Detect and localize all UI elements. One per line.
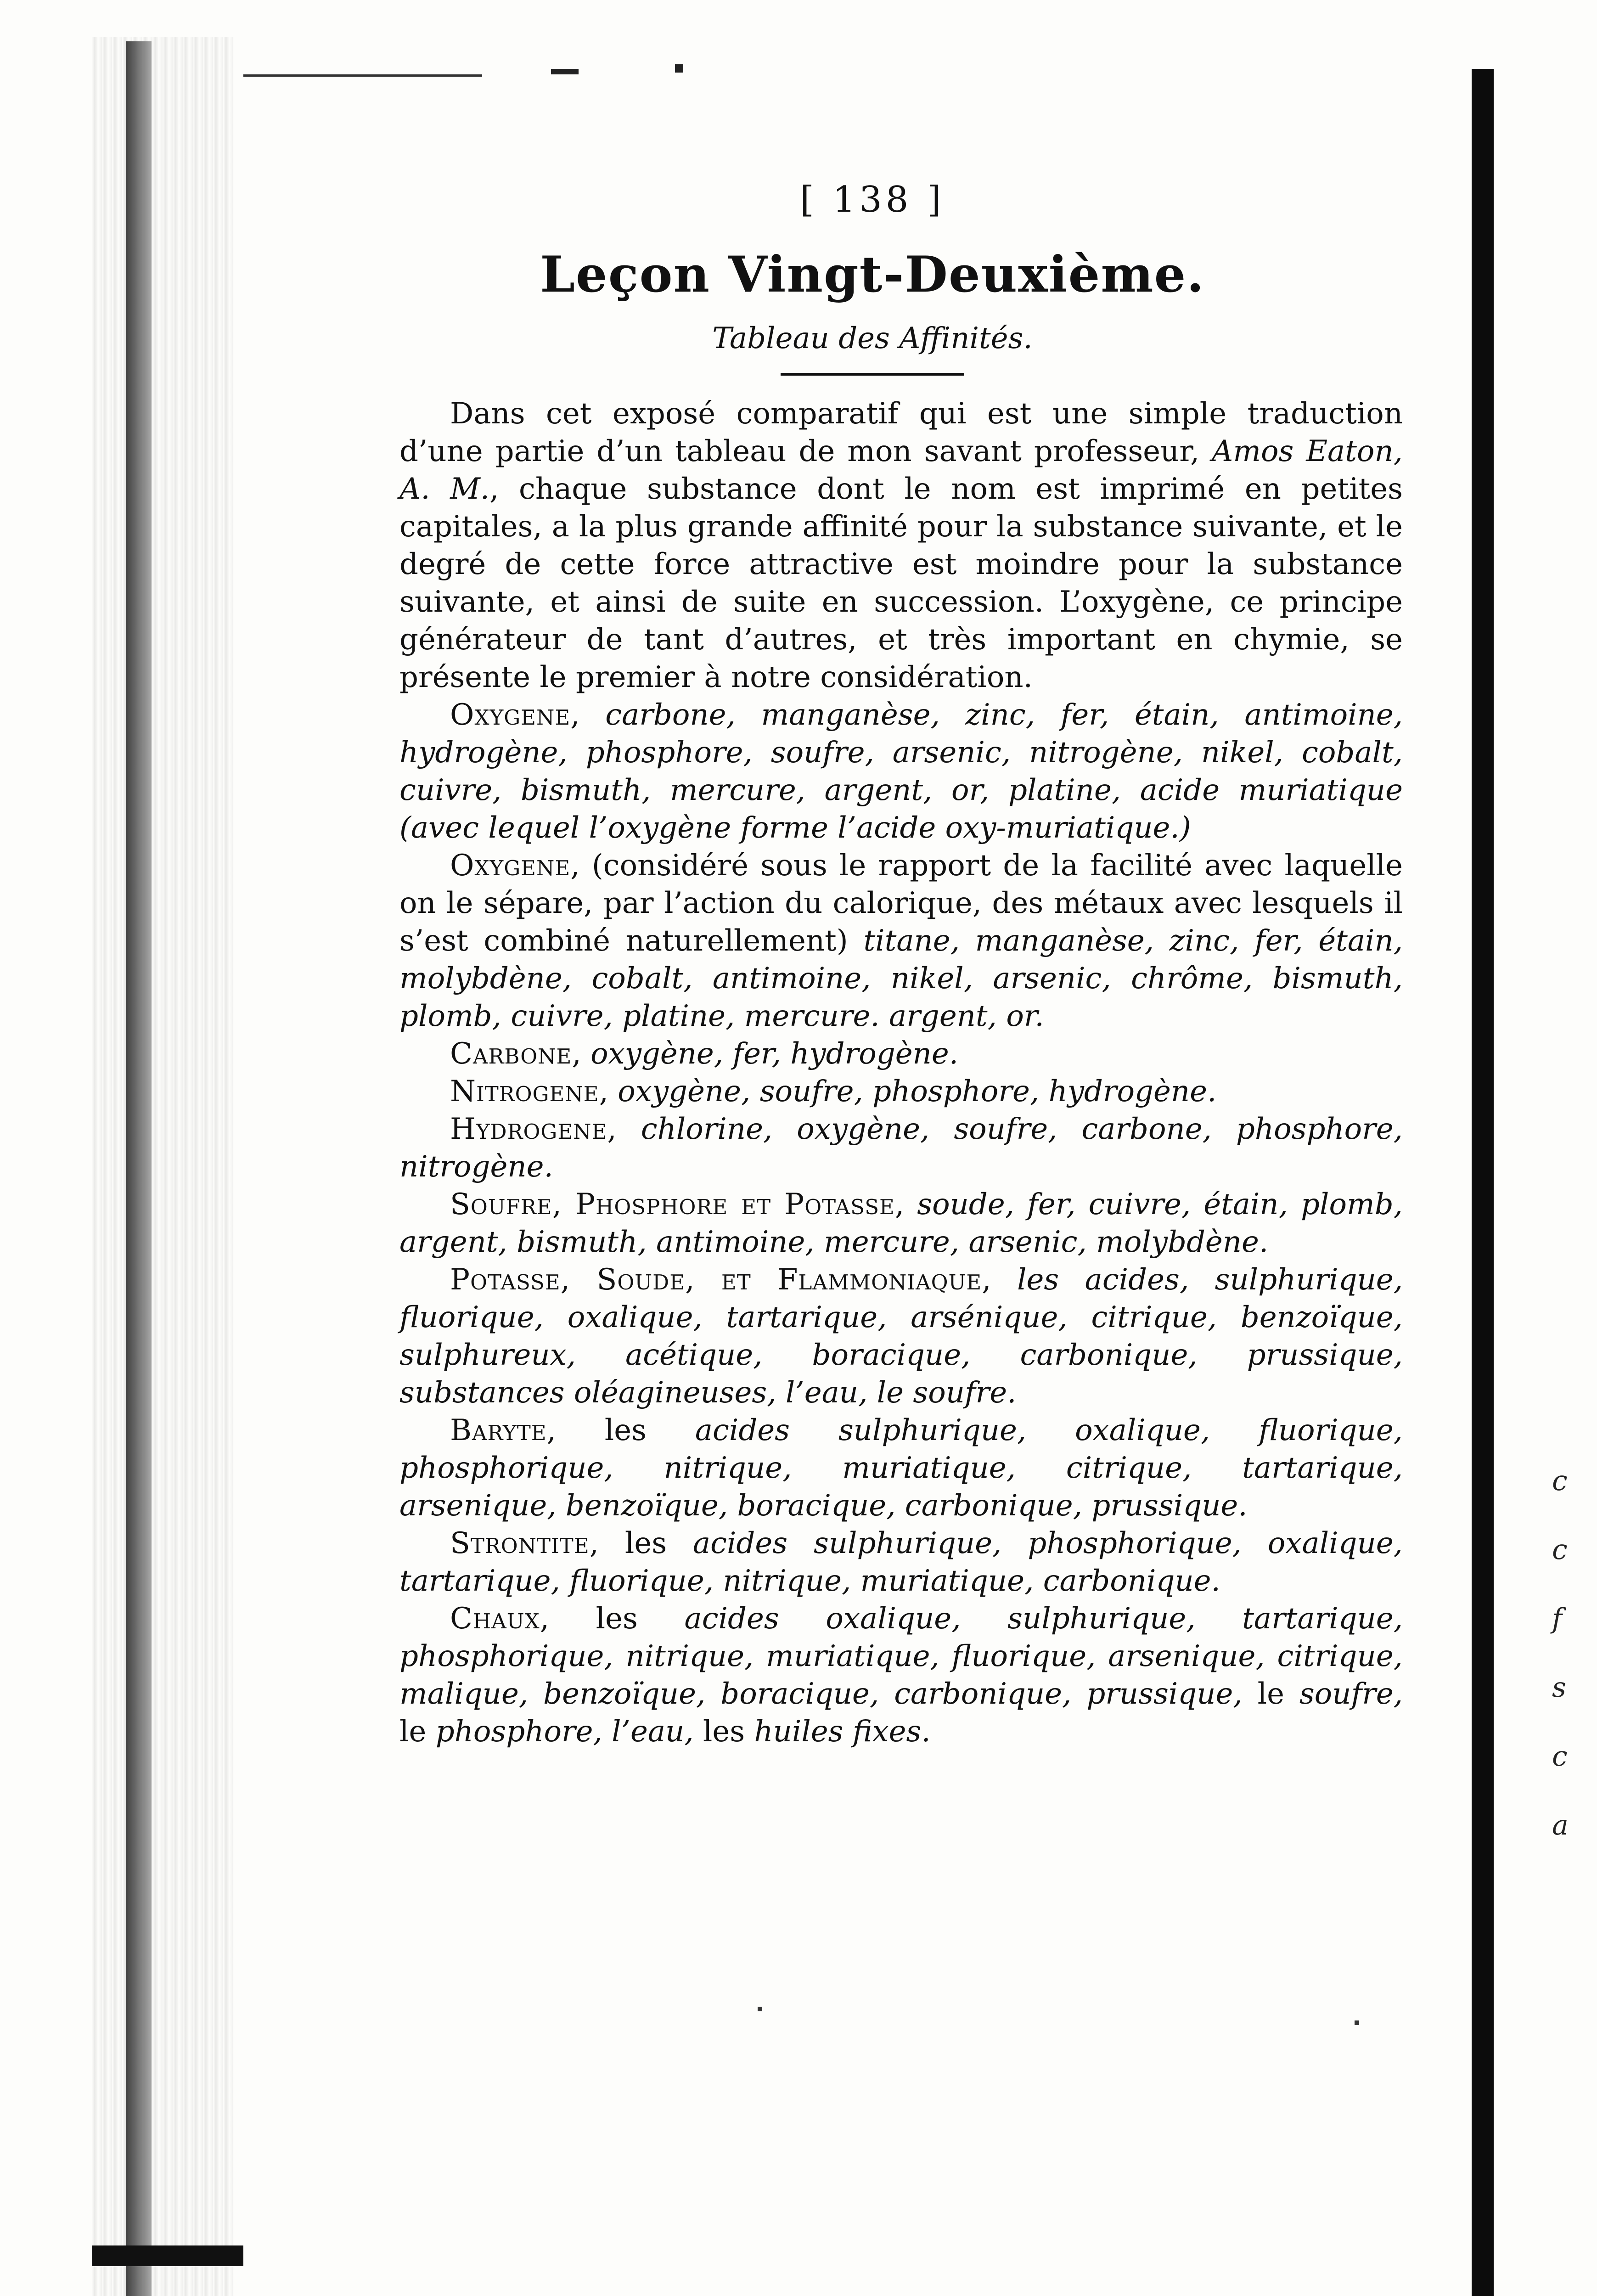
bleed-letter: f: [1552, 1603, 1563, 1635]
substance-heading: Oxygene: [450, 849, 571, 883]
affinity-entry: [399, 1600, 1403, 1750]
next-page-bleed-letters: [1552, 1446, 1593, 1860]
affinity-list: soude, fer, cuivre, étain, plomb, argent, bismuth, antimoine, mercure, arsenic, molybdène.: [399, 1187, 1403, 1259]
bleed-letter: c: [1552, 1465, 1568, 1497]
affinity-entries: [399, 696, 1403, 1750]
plain-text: ,: [570, 698, 606, 732]
affinity-entry: [399, 1186, 1403, 1261]
substance-heading: Strontite: [450, 1526, 590, 1560]
binding-edge: [126, 41, 152, 2296]
plain-text: ,: [599, 1075, 618, 1109]
plain-text: , (considéré sous le rapport de la facilité avec laquelle on le sépare, par l’action du calorique, des métaux avec lesquels il s’est combiné naturellement): [399, 849, 1403, 958]
substance-heading: Carbone: [450, 1037, 572, 1071]
affinity-entry: [399, 847, 1403, 1035]
right-page-edge: [1472, 69, 1494, 2296]
binding-foot-mark: [92, 2245, 243, 2266]
top-scan-mark: [551, 69, 579, 74]
top-scan-line: [243, 74, 482, 77]
affinity-list: Amos Eaton, A. M.: [399, 434, 1403, 506]
lesson-subtitle: Tableau des Affinités.: [712, 321, 1033, 355]
affinity-entry: [399, 696, 1403, 847]
plain-text: , chaque substance dont le nom est imprimé en petites capitales, a la plus grande affinité pour la substance suivante, et le degré de cette force attractive est moindre pour la substance suivante, et ainsi de suite en succession. L’oxygène, ce principe générateur de tant d’autres, et très important en chymie, se présente le premier à notre considération.: [399, 472, 1403, 694]
affinity-entry: [399, 1073, 1403, 1110]
affinity-entry: [399, 1412, 1403, 1525]
affinity-list: acides sulphurique, phosphorique, oxalique, tartarique, fluorique, nitrique, muriatique, carbonique.: [399, 1526, 1403, 1598]
bleed-letter: s: [1552, 1671, 1566, 1704]
intro-paragraph: [399, 395, 1403, 696]
affinity-list: soufre,: [1299, 1677, 1403, 1711]
substance-heading: Baryte: [450, 1413, 547, 1447]
plain-text: ,: [607, 1112, 641, 1146]
substance-heading: Potasse, Soude, et Flammoniaque: [450, 1263, 982, 1297]
affinity-list: oxygène, fer, hydrogène.: [590, 1037, 959, 1071]
plain-text: le: [399, 1715, 436, 1749]
affinity-entry: [399, 1525, 1403, 1600]
plain-text: Dans cet exposé comparatif qui est une simple traduction d’une partie d’un tableau de mon savant professeur,: [399, 397, 1403, 468]
plain-text: , les: [589, 1526, 693, 1560]
bleed-letter: c: [1552, 1740, 1568, 1773]
plain-text: le: [1242, 1677, 1299, 1711]
page-body: [399, 395, 1403, 1750]
plain-text: ,: [982, 1263, 1018, 1297]
affinity-list: chlorine, oxygène, soufre, carbone, phosphore, nitrogène.: [399, 1112, 1403, 1184]
ink-speck: [758, 2007, 762, 2011]
plain-text: ,: [894, 1187, 917, 1221]
affinity-entry: [399, 1110, 1403, 1186]
substance-heading: Oxygene: [450, 698, 571, 732]
affinity-entry: [399, 1035, 1403, 1073]
page-number: [ 138 ]: [800, 179, 945, 220]
affinity-list: phosphore, l’eau,: [435, 1715, 694, 1749]
affinity-list: huiles fixes.: [754, 1715, 931, 1749]
affinity-entry: [399, 1261, 1403, 1412]
affinity-list: oxygène, soufre, phosphore, hydrogène.: [618, 1075, 1217, 1109]
bleed-letter: c: [1552, 1534, 1568, 1566]
affinity-list: les acides, sulphurique, fluorique, oxalique, tartarique, arsénique, citrique, benzoïque, sulphureux, acétique, boracique, carbonique, prussique, substances oléagineuses, l’eau, le soufre.: [399, 1263, 1403, 1410]
plain-text: les: [693, 1715, 754, 1749]
lesson-title: Leçon Vingt-Deuxième.: [540, 246, 1205, 304]
ink-speck: [1355, 2020, 1359, 2025]
plain-text: , les: [546, 1413, 695, 1447]
bleed-letter: a: [1552, 1809, 1569, 1841]
substance-heading: Soufre, Phosphore et Potasse: [450, 1187, 895, 1221]
affinity-list: carbone, manganèse, zinc, fer, étain, antimoine, hydrogène, phosphore, soufre, arsenic, nitrogène, nikel, cobalt, cuivre, bismuth, mercure, argent, or, platine, acide muriatique (avec lequel l’oxygène forme l’acide oxy-muriatique.): [399, 698, 1403, 845]
binding-shadow: [92, 37, 234, 2296]
substance-heading: Hydrogene: [450, 1112, 607, 1146]
plain-text: , les: [540, 1602, 685, 1636]
plain-text: ,: [572, 1037, 591, 1071]
top-scan-dot: [675, 64, 683, 73]
title-rule: [781, 373, 964, 376]
affinity-list: titane, manganèse, zinc, fer, étain, molybdène, cobalt, antimoine, nikel, arsenic, chrôme, bismuth, plomb, cuivre, platine, mercure. argent, or.: [399, 924, 1403, 1033]
substance-heading: Nitrogene: [450, 1075, 599, 1109]
affinity-list: acides oxalique, sulphurique, tartarique, phosphorique, nitrique, muriatique, fluorique, arsenique, citrique, malique, benzoïque, boracique, carbonique, prussique,: [399, 1602, 1403, 1711]
substance-heading: Chaux: [450, 1602, 540, 1636]
affinity-list: acides sulphurique, oxalique, fluorique, phosphorique, nitrique, muriatique, citrique, tartarique, arsenique, benzoïque, boracique, carbonique, prussique.: [399, 1413, 1403, 1523]
